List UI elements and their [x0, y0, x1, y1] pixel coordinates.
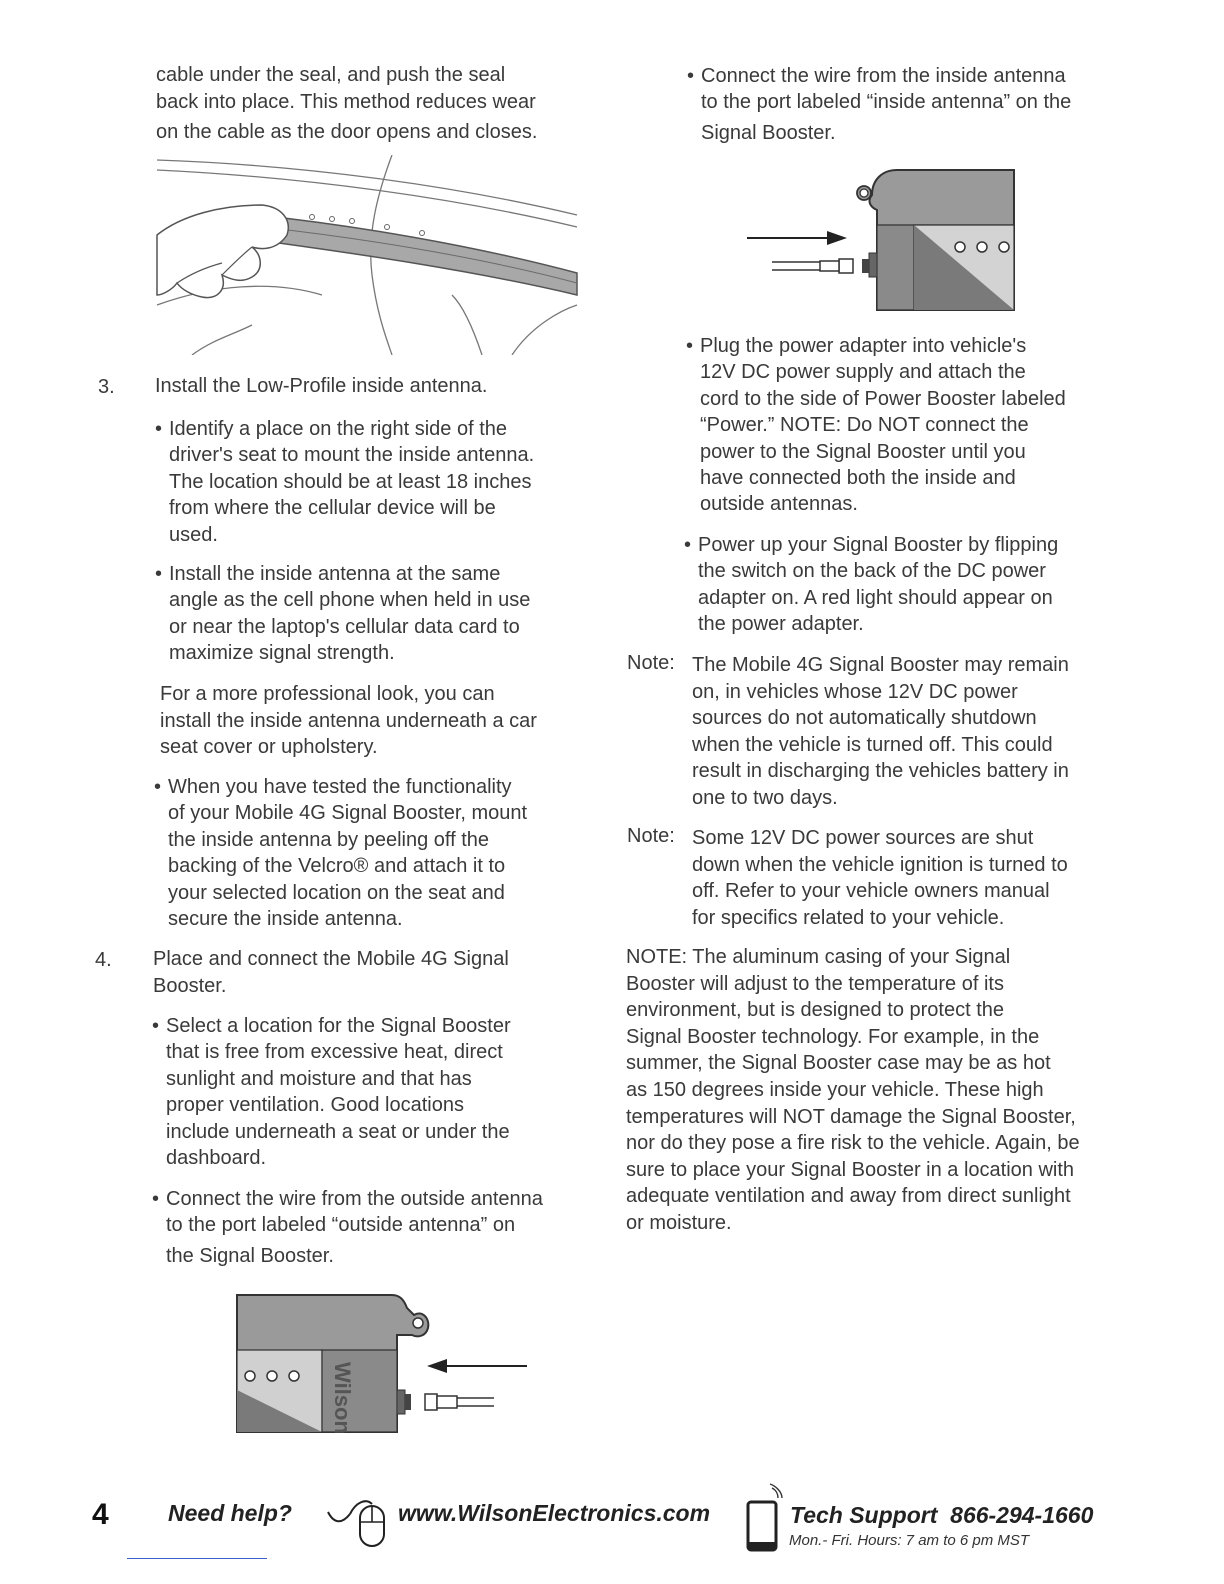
bullet-dot: •: [152, 1188, 160, 1210]
text-line: When you have tested the functionality: [168, 776, 512, 798]
text-line: Power up your Signal Booster by flipping: [698, 534, 1059, 556]
text-line: result in discharging the vehicles battery in: [692, 760, 1069, 782]
text-line: backing of the Velcro® and attach it to: [168, 855, 506, 878]
step-4-title: [153, 946, 509, 999]
intro-paragraph: [156, 62, 537, 146]
text-line: Identify a place on the right side of the: [169, 418, 507, 440]
note-1-text: [692, 652, 1069, 811]
text-line: off. Refer to your vehicle owners manual: [692, 880, 1050, 902]
step-3-number: 3.: [98, 376, 115, 398]
tech-support-phone: Tech Support 866-294-1660: [790, 1502, 1094, 1528]
step-3-professional-look: [160, 681, 537, 761]
page-number: 4: [92, 1498, 109, 1531]
mouse-icon: [326, 1494, 390, 1554]
text-line: down when the vehicle ignition is turned to: [692, 853, 1068, 876]
text-line: power to the Signal Booster until you: [700, 440, 1026, 463]
text-line: Connect the wire from the outside antenna: [166, 1188, 543, 1210]
text-line: to the port labeled “outside antenna” on: [166, 1214, 516, 1237]
text-line: the inside antenna by peeling off the: [168, 828, 489, 851]
text-line: Select a location for the Signal Booster: [166, 1015, 511, 1037]
text-line: on, in vehicles whose 12V DC power: [692, 680, 1018, 703]
text-line: have connected both the inside and: [700, 467, 1016, 490]
text-line: temperatures will NOT damage the Signal Booster,: [626, 1105, 1076, 1128]
bullet-power-up: [684, 532, 1059, 638]
step-3-bullet-velcro: [154, 774, 528, 932]
website-link[interactable]: www.WilsonElectronics.com: [398, 1500, 711, 1526]
text-line: maximize signal strength.: [169, 642, 395, 665]
text-line: for specifics related to your vehicle.: [692, 906, 1005, 929]
text-line: cord to the side of Power Booster labeled: [700, 387, 1066, 410]
text-line: of your Mobile 4G Signal Booster, mount: [168, 802, 528, 825]
text-line: on the cable as the door opens and closes.: [156, 121, 538, 143]
text-line: adequate ventilation and away from direct sunlight: [626, 1185, 1071, 1208]
page-footer: [0, 1490, 1224, 1584]
text-line: used.: [169, 523, 218, 546]
step-4-bullet-outside-antenna: [152, 1186, 543, 1269]
text-line: driver's seat to mount the inside antenna.: [169, 444, 535, 467]
text-line: sunlight and moisture and that has: [166, 1067, 472, 1090]
door-seal-illustration: [152, 155, 582, 355]
aluminum-casing-note: [626, 944, 1080, 1237]
text-line: nor do they pose a fire risk to the vehicle. Again, be: [626, 1132, 1080, 1155]
note-2-text: [692, 825, 1068, 931]
text-line: back into place. This method reduces wear: [156, 90, 536, 113]
need-help-label: Need help?: [168, 1500, 292, 1526]
support-hours: Mon.- Fri. Hours: 7 am to 6 pm MST: [789, 1532, 1030, 1549]
text-line: “Power.” NOTE: Do NOT connect the: [700, 414, 1029, 437]
text-line: Some 12V DC power sources are shut: [692, 827, 1034, 849]
bullet-dot: •: [152, 1015, 160, 1037]
bullet-dot: •: [155, 563, 163, 585]
bullet-dot: •: [687, 65, 695, 87]
text-line: Booster.: [153, 974, 227, 997]
text-line: one to two days.: [692, 786, 838, 809]
bullet-dot: •: [154, 776, 162, 798]
text-line: the power adapter.: [698, 613, 864, 636]
bullet-inside-antenna: [687, 63, 1072, 146]
step-3-bullet-identify: [155, 416, 535, 548]
text-line: 12V DC power supply and attach the: [700, 361, 1026, 384]
wilson-logo: Wilson: [330, 1362, 355, 1434]
note-1-label: Note:: [627, 652, 675, 674]
outside-antenna-connection-illustration: [232, 1290, 532, 1440]
text-line: proper ventilation. Good locations: [166, 1094, 464, 1117]
phone-icon: [744, 1482, 788, 1552]
text-line: Install the inside antenna at the same: [169, 563, 501, 585]
text-line: secure the inside antenna.: [168, 908, 403, 931]
inside-antenna-connection-illustration: [742, 165, 1022, 315]
text-line: dashboard.: [166, 1147, 267, 1170]
text-line: Signal Booster technology. For example, in the: [626, 1025, 1040, 1048]
text-line: summer, the Signal Booster case may be as hot: [626, 1052, 1051, 1075]
text-line: The Mobile 4G Signal Booster may remain: [692, 654, 1069, 676]
text-line: angle as the cell phone when held in use: [169, 589, 531, 612]
text-line: to the port labeled “inside antenna” on the: [701, 91, 1072, 114]
text-line: include underneath a seat or under the: [166, 1120, 510, 1143]
step-3-title: Install the Low-Profile inside antenna.: [155, 375, 488, 397]
text-line: The location should be at least 18 inches: [169, 470, 532, 493]
text-line: sources do not automatically shutdown: [692, 707, 1037, 729]
text-line: Plug the power adapter into vehicle's: [700, 335, 1027, 357]
text-line: that is free from excessive heat, direct: [166, 1041, 503, 1064]
text-line: or moisture.: [626, 1211, 732, 1234]
text-line: as 150 degrees inside your vehicle. These high: [626, 1078, 1044, 1101]
text-line: seat cover or upholstery.: [160, 736, 378, 758]
text-line: Connect the wire from the inside antenna: [701, 65, 1066, 87]
bullet-dot: •: [686, 335, 694, 357]
bullet-power-adapter: [686, 333, 1066, 518]
text-line: your selected location on the seat and: [168, 881, 505, 904]
text-line: Place and connect the Mobile 4G Signal: [153, 948, 509, 970]
step-4-bullet-location: [152, 1013, 511, 1171]
text-line: from where the cellular device will be: [169, 497, 496, 520]
text-line: sure to place your Signal Booster in a location with: [626, 1158, 1075, 1181]
text-line: environment, but is designed to protect the: [626, 999, 1005, 1022]
text-line: NOTE: The aluminum casing of your Signal: [626, 946, 1011, 968]
step-3-bullet-install-angle: [155, 561, 531, 667]
note-2-label: Note:: [627, 825, 675, 847]
footer-underline: [127, 1558, 267, 1559]
step-4-number: 4.: [95, 949, 112, 971]
text-line: when the vehicle is turned off. This could: [692, 733, 1053, 756]
text-line: install the inside antenna underneath a car: [160, 709, 537, 732]
text-line: the switch on the back of the DC power: [698, 560, 1046, 583]
text-line: Booster will adjust to the temperature of its: [626, 972, 1004, 995]
text-line: adapter on. A red light should appear on: [698, 586, 1053, 609]
bullet-dot: •: [684, 534, 692, 556]
text-line: or near the laptop's cellular data card to: [169, 615, 520, 638]
text-line: Signal Booster.: [701, 121, 836, 144]
bullet-dot: •: [155, 418, 163, 440]
text-line: the Signal Booster.: [166, 1244, 334, 1267]
text-line: For a more professional look, you can: [160, 683, 495, 705]
text-line: outside antennas.: [700, 493, 858, 516]
text-line: cable under the seal, and push the seal: [156, 64, 506, 86]
